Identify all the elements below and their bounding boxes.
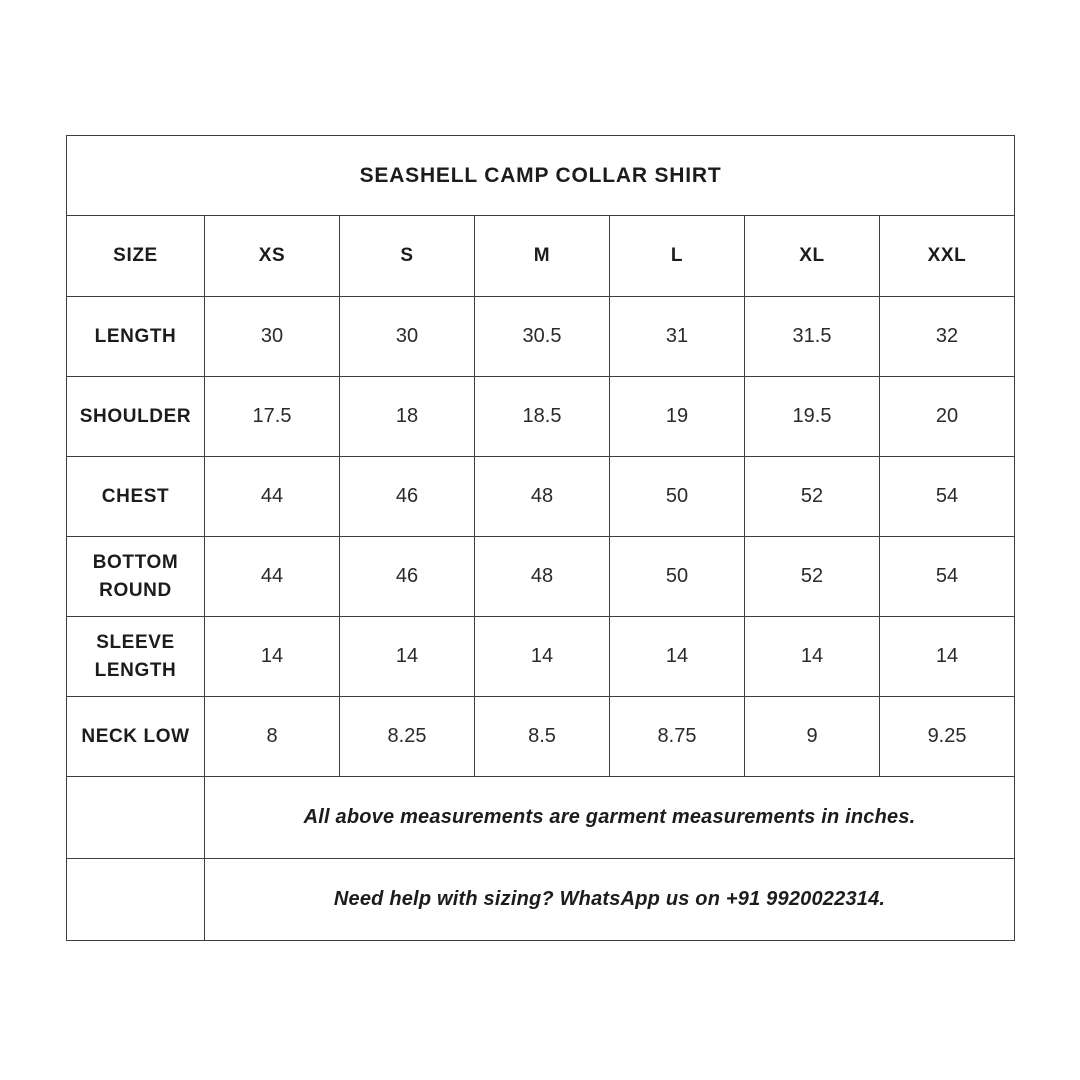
note-row-sizing-help [67,859,1015,941]
empty-cell [67,777,205,859]
table-row-bottom-round [67,537,1015,617]
cell-value: 14 [610,617,745,697]
measurement-note: All above measurements are garment measurements in inches. [205,777,1015,859]
cell-value: 44 [205,537,340,617]
cell-value: 8.25 [340,697,475,777]
header-l: L [610,216,745,297]
header-xs: XS [205,216,340,297]
cell-value: 19.5 [745,377,880,457]
cell-value: 9 [745,697,880,777]
row-label: CHEST [67,457,205,537]
empty-cell [67,859,205,941]
cell-value: 48 [475,457,610,537]
cell-value: 30.5 [475,297,610,377]
table-row-neck-low [67,697,1015,777]
size-chart-table [66,135,1015,941]
cell-value: 14 [340,617,475,697]
cell-value: 8 [205,697,340,777]
cell-value: 54 [880,457,1015,537]
cell-value: 32 [880,297,1015,377]
cell-value: 8.5 [475,697,610,777]
header-xxl: XXL [880,216,1015,297]
row-label: SHOULDER [67,377,205,457]
cell-value: 30 [340,297,475,377]
cell-value: 14 [475,617,610,697]
sizing-help-note: Need help with sizing? WhatsApp us on +91 9920022314. [205,859,1015,941]
cell-value: 30 [205,297,340,377]
cell-value: 18.5 [475,377,610,457]
row-label: SLEEVE LENGTH [67,617,205,697]
cell-value: 31.5 [745,297,880,377]
cell-value: 46 [340,537,475,617]
header-size: SIZE [67,216,205,297]
row-label: BOTTOM ROUND [67,537,205,617]
cell-value: 14 [205,617,340,697]
cell-value: 50 [610,457,745,537]
header-row [67,216,1015,297]
note-row-measurements [67,777,1015,859]
cell-value: 54 [880,537,1015,617]
table-row-chest [67,457,1015,537]
cell-value: 14 [880,617,1015,697]
cell-value: 52 [745,537,880,617]
header-xl: XL [745,216,880,297]
row-label: LENGTH [67,297,205,377]
cell-value: 50 [610,537,745,617]
table-row-sleeve-length [67,617,1015,697]
cell-value: 52 [745,457,880,537]
cell-value: 46 [340,457,475,537]
cell-value: 9.25 [880,697,1015,777]
cell-value: 14 [745,617,880,697]
cell-value: 8.75 [610,697,745,777]
cell-value: 48 [475,537,610,617]
cell-value: 31 [610,297,745,377]
cell-value: 20 [880,377,1015,457]
table-row-length [67,297,1015,377]
cell-value: 17.5 [205,377,340,457]
header-m: M [475,216,610,297]
row-label: NECK LOW [67,697,205,777]
cell-value: 18 [340,377,475,457]
chart-title: SEASHELL CAMP COLLAR SHIRT [67,136,1015,216]
cell-value: 44 [205,457,340,537]
table-row-shoulder [67,377,1015,457]
title-row [67,136,1015,216]
header-s: S [340,216,475,297]
cell-value: 19 [610,377,745,457]
